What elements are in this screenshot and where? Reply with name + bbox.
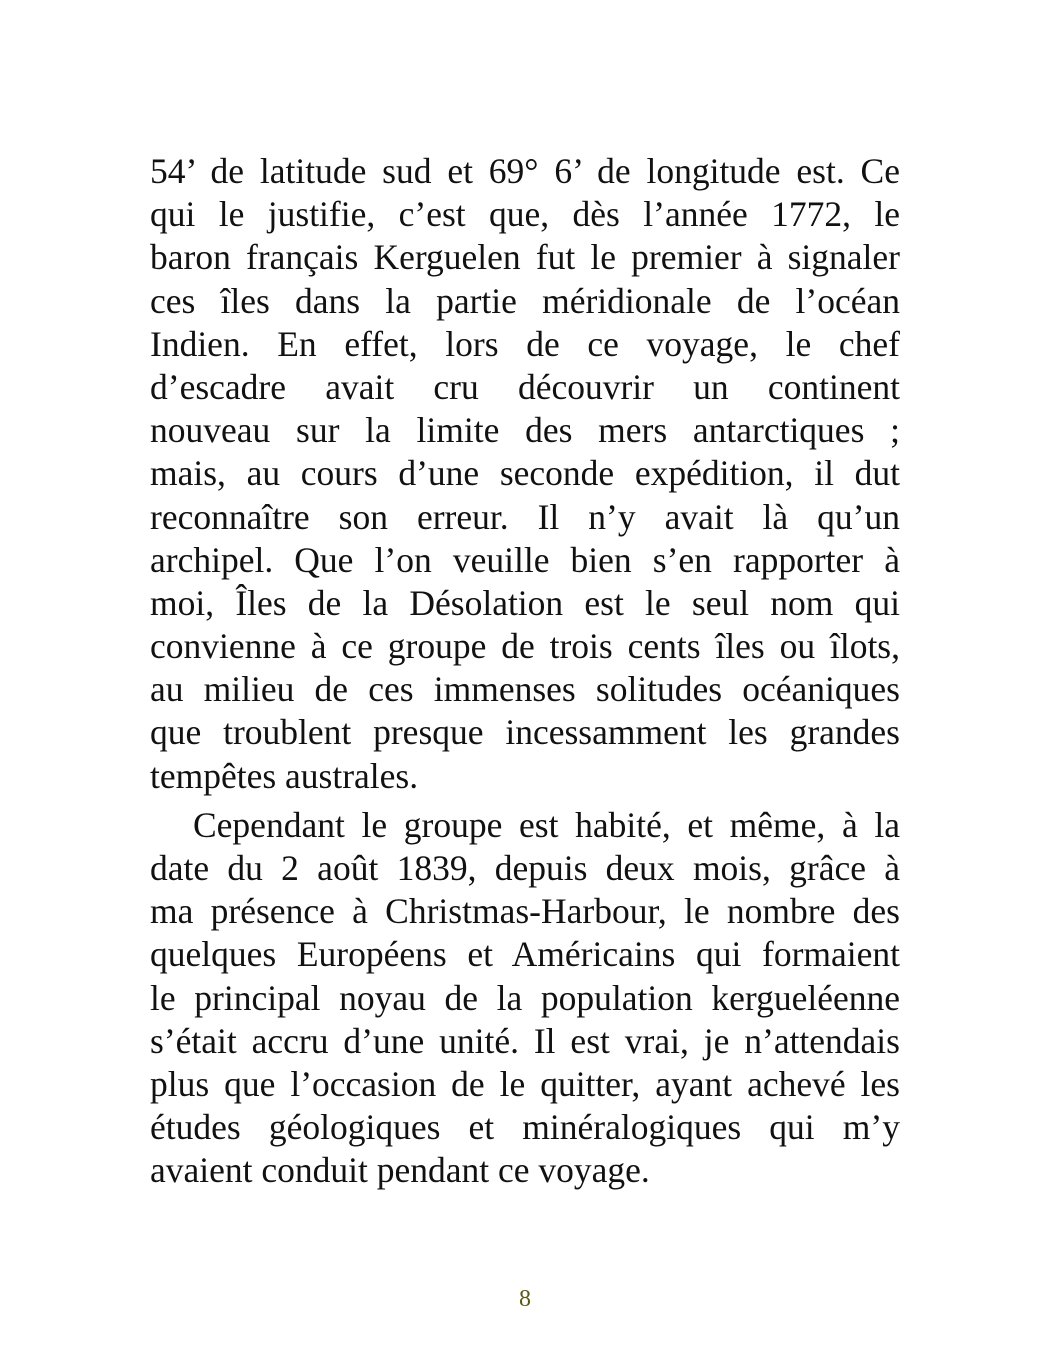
text-line: plus que l’occasion de le quitter, ayant achevé les — [150, 1063, 900, 1104]
text-line: avaient conduit pendant ce voyage. — [150, 1150, 650, 1191]
text-line: qui le justifie, c’est que, dès l’année 1772, le — [150, 194, 900, 235]
body-text — [150, 150, 900, 1193]
text-line: au milieu de ces immenses solitudes océaniques — [150, 669, 900, 710]
text-line: quelques Européens et Américains qui formaient — [150, 934, 900, 975]
text-line: date du 2 août 1839, depuis deux mois, grâce à — [150, 848, 900, 888]
text-line: mais, au cours d’une seconde expédition, il dut — [150, 453, 900, 494]
text-line: ces îles dans la partie méridionale de l’océan — [150, 280, 900, 321]
text-line: Indien. En effet, lors de ce voyage, le chef — [150, 323, 900, 364]
text-line: études géologiques et minéralogiques qui m’y — [150, 1107, 900, 1148]
text-line: tempêtes australes. — [150, 755, 419, 796]
text-line: ma présence à Christmas-Harbour, le nombre des — [150, 891, 900, 932]
text-line: nouveau sur la limite des mers antarctiques ; — [150, 410, 900, 451]
text-line: moi, Îles de la Désolation est le seul nom qui — [150, 582, 900, 623]
text-line: le principal noyau de la population kergueléenne — [150, 977, 900, 1018]
text-line: baron français Kerguelen fut le premier à signaler — [150, 237, 900, 278]
text-line: s’était accru d’une unité. Il est vrai, je n’attendais — [150, 1020, 900, 1061]
text-line: convienne à ce groupe de trois cents îles ou îlots, — [150, 626, 900, 667]
text-line: archipel. Que l’on veuille bien s’en rapporter à — [150, 539, 900, 580]
paragraph-1 — [150, 150, 900, 798]
text-line: 54’ de latitude sud et 69° 6’ de longitude est. Ce — [150, 151, 900, 191]
text-line: que troublent presque incessamment les grandes — [150, 712, 900, 753]
paragraph-2 — [150, 804, 900, 1193]
text-line: d’escadre avait cru découvrir un continent — [150, 366, 900, 407]
text-line: reconnaître son erreur. Il n’y avait là qu’un — [150, 496, 900, 537]
text-line: Cependant le groupe est habité, et même, à la — [193, 804, 900, 845]
page-number: 8 — [519, 1286, 531, 1312]
